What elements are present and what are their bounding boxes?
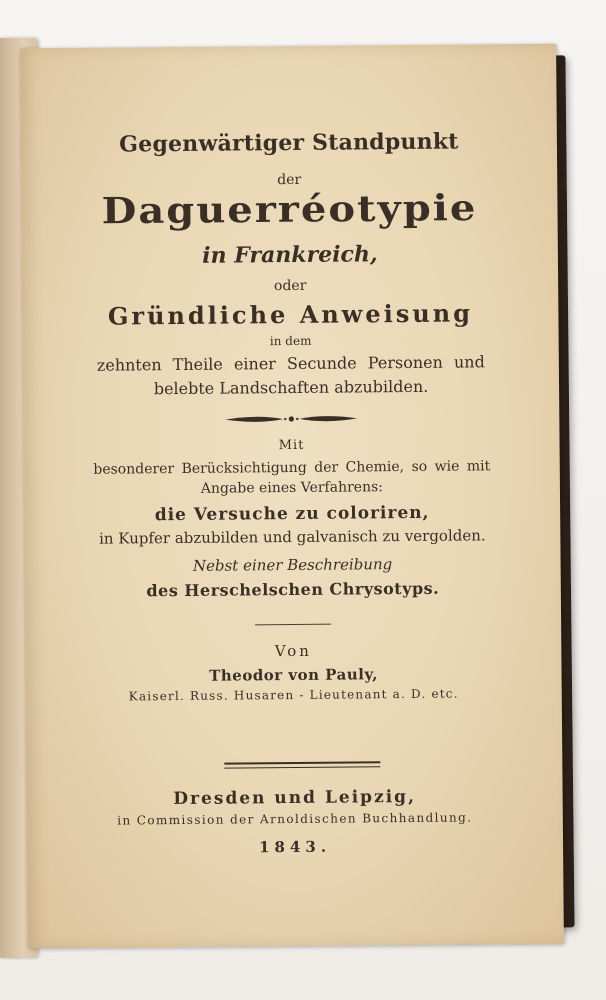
ornament-divider-icon [223, 411, 359, 426]
mit-text: Mit [278, 437, 305, 454]
year-text: 1843. [258, 837, 332, 857]
herschel-text: des Herschelschen Chrysotyps. [146, 578, 440, 601]
author-title: Kaiserl. Russ. Husaren - Lieutenant a. D. etc. [128, 686, 459, 704]
place-text: in Frankreich, [202, 241, 378, 269]
short-rule [255, 624, 331, 626]
von-text: Von [274, 641, 313, 661]
city-text: Dresden und Leipzig, [173, 786, 417, 810]
double-rule [224, 761, 380, 768]
detail-line-4: in Kupfer abzubilden und galvanisch zu vergolden. [98, 526, 486, 548]
detail-line-1: besonderer Berücksichtigung der Chemie, so wie mit [93, 458, 491, 478]
detail-line-2: Angabe eines Verfahrens: [200, 479, 384, 497]
title-line-1: Gegenwärtiger Standpunkt [119, 128, 459, 158]
author-name: Theodor von Pauly, [209, 665, 379, 685]
description-line-2: belebte Landschaften abzubilden. [153, 376, 429, 399]
subtitle-fraktur: Gründliche Anweisung [107, 298, 474, 331]
in-dem-text: in dem [269, 333, 312, 349]
description-line-1: zehnten Theile einer Secunde Personen und [96, 352, 485, 375]
detail-line-3: die Versuche zu coloriren, [154, 502, 430, 526]
main-title: Daguerréotypie [101, 186, 478, 233]
oder-text: oder [273, 277, 307, 295]
der-text: der [277, 171, 302, 189]
publisher-text: in Commission der Arnoldischen Buchhandlung. [117, 810, 473, 828]
nebst-text: Nebst einer Beschreibung [192, 555, 393, 575]
title-page [20, 44, 564, 949]
